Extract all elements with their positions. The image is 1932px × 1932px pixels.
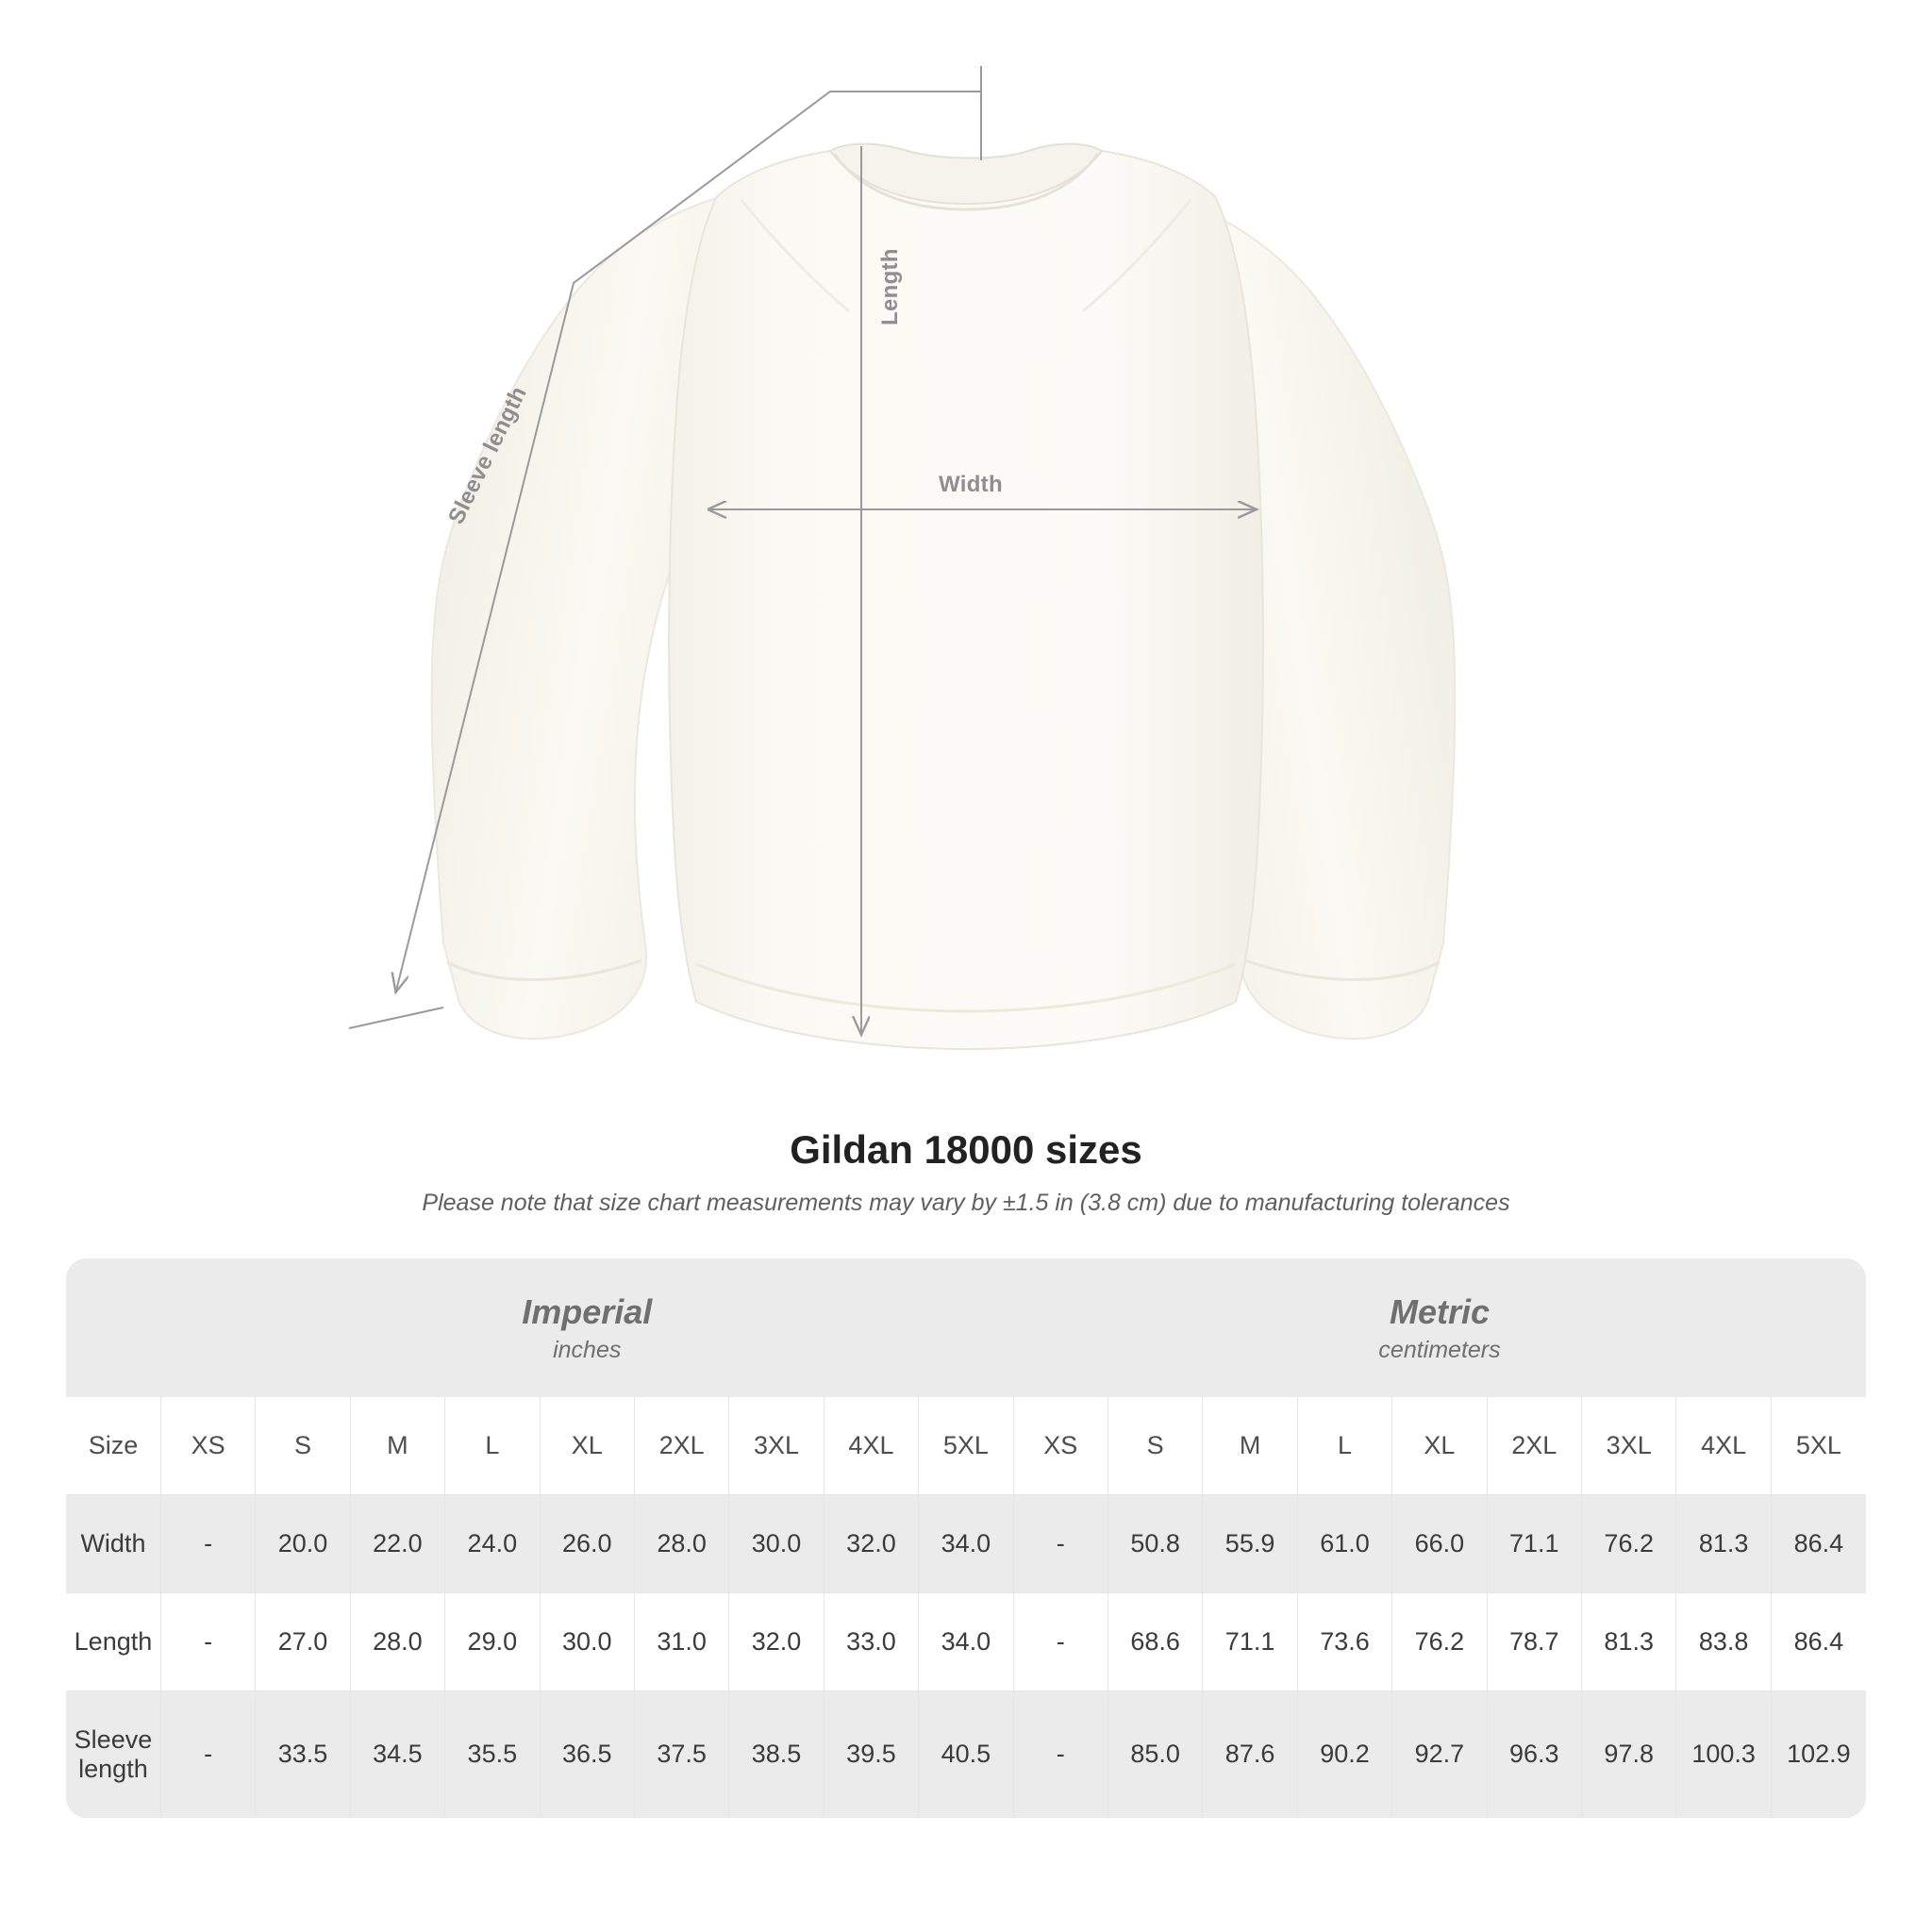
cell-value: 34.5	[350, 1690, 444, 1818]
cell-value: -	[1013, 1690, 1108, 1818]
size-header-2xl-14: 2XL	[1487, 1397, 1581, 1495]
cell-value: 96.3	[1487, 1690, 1581, 1818]
dimension-label-width: Width	[939, 472, 1003, 497]
dimension-label-sleeve-length: Sleeve length	[443, 382, 532, 528]
cell-value: 100.3	[1676, 1690, 1771, 1818]
unit-header-spacer	[66, 1258, 160, 1397]
cell-value: -	[1013, 1592, 1108, 1690]
size-table-container	[66, 1258, 1866, 1818]
size-header-cell: Size	[66, 1397, 160, 1495]
row-label: Length	[66, 1592, 160, 1690]
cell-value: 39.5	[824, 1690, 918, 1818]
cell-value: 22.0	[350, 1494, 444, 1592]
title-block	[0, 1127, 1932, 1217]
size-header-row	[66, 1397, 1866, 1495]
cell-value: 34.0	[919, 1494, 1013, 1592]
cell-value: 31.0	[634, 1592, 728, 1690]
cell-value: 85.0	[1108, 1690, 1202, 1818]
cell-value: 86.4	[1771, 1592, 1866, 1690]
size-header-5xl-8: 5XL	[919, 1397, 1013, 1495]
cell-value: 78.7	[1487, 1592, 1581, 1690]
cell-value: 33.0	[824, 1592, 918, 1690]
cell-value: 81.3	[1582, 1592, 1676, 1690]
table-row	[66, 1690, 1866, 1818]
size-header-xs-0: XS	[160, 1397, 255, 1495]
cell-value: 32.0	[824, 1494, 918, 1592]
cell-value: 28.0	[634, 1494, 728, 1592]
cell-value: 97.8	[1582, 1690, 1676, 1818]
unit-header-row	[66, 1258, 1866, 1397]
dimension-label-length: Length	[877, 248, 903, 325]
size-header-4xl-16: 4XL	[1676, 1397, 1771, 1495]
unit-group-imperial-sub: inches	[553, 1337, 622, 1363]
size-header-l-12: L	[1297, 1397, 1391, 1495]
cell-value: 50.8	[1108, 1494, 1202, 1592]
row-label: Sleeve length	[66, 1690, 160, 1818]
size-header-xl-4: XL	[540, 1397, 634, 1495]
page-title: Gildan 18000 sizes	[790, 1127, 1142, 1172]
cell-value: 37.5	[634, 1690, 728, 1818]
size-header-2xl-5: 2XL	[634, 1397, 728, 1495]
size-header-xl-13: XL	[1392, 1397, 1487, 1495]
unit-group-metric	[1013, 1258, 1866, 1397]
size-header-m-11: M	[1203, 1397, 1297, 1495]
cell-value: 29.0	[445, 1592, 540, 1690]
cell-value: 83.8	[1676, 1592, 1771, 1690]
cell-value: 76.2	[1582, 1494, 1676, 1592]
cell-value: -	[160, 1690, 255, 1818]
unit-group-metric-name: Metric	[1390, 1292, 1491, 1331]
sweatshirt-body	[432, 144, 1456, 1050]
cell-value: 68.6	[1108, 1592, 1202, 1690]
cell-value: 61.0	[1297, 1494, 1391, 1592]
size-header-4xl-7: 4XL	[824, 1397, 918, 1495]
cell-value: 55.9	[1203, 1494, 1297, 1592]
size-header-3xl-6: 3XL	[729, 1397, 824, 1495]
cell-value: 32.0	[729, 1592, 824, 1690]
cell-value: 87.6	[1203, 1690, 1297, 1818]
table-row	[66, 1592, 1866, 1690]
cell-value: 92.7	[1392, 1690, 1487, 1818]
cell-value: 76.2	[1392, 1592, 1487, 1690]
cell-value: 34.0	[919, 1592, 1013, 1690]
cell-value: 35.5	[445, 1690, 540, 1818]
cell-value: 28.0	[350, 1592, 444, 1690]
unit-group-imperial-name: Imperial	[522, 1292, 653, 1331]
cell-value: 71.1	[1487, 1494, 1581, 1592]
cell-value: 26.0	[540, 1494, 634, 1592]
row-label: Width	[66, 1494, 160, 1592]
size-header-3xl-15: 3XL	[1582, 1397, 1676, 1495]
size-header-l-3: L	[445, 1397, 540, 1495]
cell-value: 90.2	[1297, 1690, 1391, 1818]
cell-value: -	[1013, 1494, 1108, 1592]
table-row	[66, 1494, 1866, 1592]
cell-value: 102.9	[1771, 1690, 1866, 1818]
size-header-xs-9: XS	[1013, 1397, 1108, 1495]
cell-value: 30.0	[729, 1494, 824, 1592]
unit-group-imperial	[160, 1258, 1013, 1397]
cell-value: 86.4	[1771, 1494, 1866, 1592]
cell-value: 40.5	[919, 1690, 1013, 1818]
cell-value: 66.0	[1392, 1494, 1487, 1592]
cell-value: 30.0	[540, 1592, 634, 1690]
cell-value: 27.0	[256, 1592, 350, 1690]
cell-value: 24.0	[445, 1494, 540, 1592]
size-header-s-10: S	[1108, 1397, 1202, 1495]
size-header-m-2: M	[350, 1397, 444, 1495]
cell-value: 73.6	[1297, 1592, 1391, 1690]
size-header-s-1: S	[256, 1397, 350, 1495]
size-table	[66, 1258, 1866, 1818]
cell-value: 20.0	[256, 1494, 350, 1592]
cell-value: -	[160, 1494, 255, 1592]
cell-value: 36.5	[540, 1690, 634, 1818]
cell-value: 38.5	[729, 1690, 824, 1818]
cell-value: 33.5	[256, 1690, 350, 1818]
cell-value: 81.3	[1676, 1494, 1771, 1592]
unit-group-metric-sub: centimeters	[1378, 1337, 1501, 1363]
tolerance-note: Please note that size chart measurements may vary by ±1.5 in (3.8 cm) due to manufacturing tolerances	[422, 1190, 1510, 1216]
cell-value: 71.1	[1203, 1592, 1297, 1690]
size-header-5xl-17: 5XL	[1771, 1397, 1866, 1495]
cell-value: -	[160, 1592, 255, 1690]
